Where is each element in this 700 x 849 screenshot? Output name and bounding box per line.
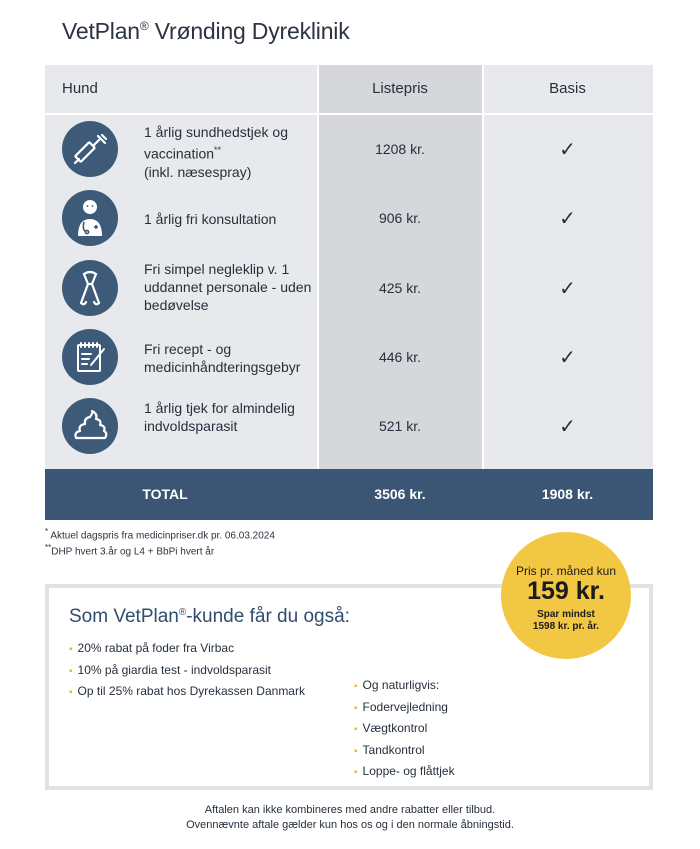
total-list-price: 3506 kr.	[374, 486, 426, 502]
clinic-name: Vrønding Dyreklinik	[154, 18, 350, 44]
registered-mark: ®	[139, 19, 149, 33]
check-icon: ✓	[559, 206, 576, 230]
list-item: ▪ Loppe- og flåttjek	[354, 764, 455, 778]
bullet-icon: ▪	[354, 724, 358, 735]
total-row	[45, 469, 653, 520]
table-header	[45, 65, 653, 115]
row-label: 1 årlig fri konsultation	[144, 211, 277, 227]
doctor-icon	[62, 190, 118, 246]
list-item: ▪ Op til 25% rabat hos Dyrekassen Danmark	[69, 684, 305, 698]
row-price: 521 kr.	[378, 418, 422, 434]
price-badge	[501, 532, 631, 659]
natural-list	[354, 675, 455, 783]
offer-list	[69, 638, 305, 703]
row-label: Fri simpel negleklip v. 1 uddannet personale - uden bedøvelse	[144, 261, 312, 313]
table-row	[45, 184, 653, 253]
bullet-icon: ▪	[69, 665, 73, 677]
column-header-basis: Basis	[549, 80, 586, 97]
row-label: 1 årlig sundhedstjek og vaccination** (inkl. næsespray)	[144, 124, 288, 180]
offer-title: Som VetPlan®-kunde får du også:	[69, 606, 350, 627]
check-icon: ✓	[559, 137, 576, 161]
list-item: ▪ Og naturligvis:	[354, 678, 440, 692]
disclaimer: Ovennævnte aftale gælder kun hos os og i den normale åbningstid.	[186, 819, 514, 831]
bullet-icon: ▪	[69, 687, 73, 698]
list-item: ▪ 20% rabat på foder fra Virbac	[69, 641, 235, 655]
syringe-icon	[62, 121, 118, 177]
list-item: ▪ Tandkontrol	[354, 742, 425, 757]
row-label: Fri recept - og medicinhåndteringsgebyr	[144, 341, 301, 375]
prescription-notepad-icon	[62, 329, 118, 385]
bullet-icon: ▪	[354, 745, 358, 757]
table-row	[45, 392, 653, 461]
badge-caption: Pris pr. måned kun	[515, 564, 617, 578]
row-label: 1 årlig tjek for almindelig indvoldsparasit	[144, 400, 295, 434]
badge-price: 159 kr.	[527, 577, 605, 605]
page-title	[62, 18, 350, 45]
list-item: ▪ 10% på giardia test - indvoldsparasit	[69, 662, 271, 677]
check-icon: ✓	[559, 414, 576, 438]
row-price: 906 kr.	[378, 210, 422, 226]
row-price: 1208 kr.	[375, 141, 425, 157]
brand-name: VetPlan	[62, 18, 140, 44]
disclaimer: Aftalen kan ikke kombineres med andre rabatter eller tilbud.	[204, 804, 496, 816]
check-icon: ✓	[559, 345, 576, 369]
table-row	[45, 323, 653, 392]
footnote: * Aktuel dagspris fra medicinpriser.dk pr. 06.03.2024	[45, 527, 275, 542]
badge-savings-label: Spar mindst	[537, 609, 595, 620]
bullet-icon: ▪	[354, 702, 358, 714]
list-item: ▪ Fodervejledning	[354, 699, 448, 714]
column-header-animal: Hund	[62, 80, 98, 97]
total-label: TOTAL	[142, 486, 188, 502]
column-header-list-price: Listepris	[372, 80, 428, 97]
nail-clipper-icon	[62, 260, 118, 316]
footnote-marker: **	[214, 145, 222, 155]
bullet-icon: ▪	[354, 681, 358, 692]
price-table	[45, 65, 653, 520]
table-row	[45, 254, 653, 323]
footnote: **DHP hvert 3.år og L4 + BbPi hvert år	[45, 543, 215, 558]
poop-icon	[62, 398, 118, 454]
badge-savings-value: 1598 kr. pr. år.	[532, 621, 600, 632]
check-icon: ✓	[559, 276, 576, 300]
total-basis-price: 1908 kr.	[541, 486, 594, 502]
list-item: ▪ Vægtkontrol	[354, 721, 428, 735]
row-price: 446 kr.	[378, 349, 422, 365]
bullet-icon: ▪	[354, 767, 358, 778]
table-row	[45, 115, 653, 184]
row-price: 425 kr.	[378, 280, 422, 296]
bullet-icon: ▪	[69, 644, 73, 655]
